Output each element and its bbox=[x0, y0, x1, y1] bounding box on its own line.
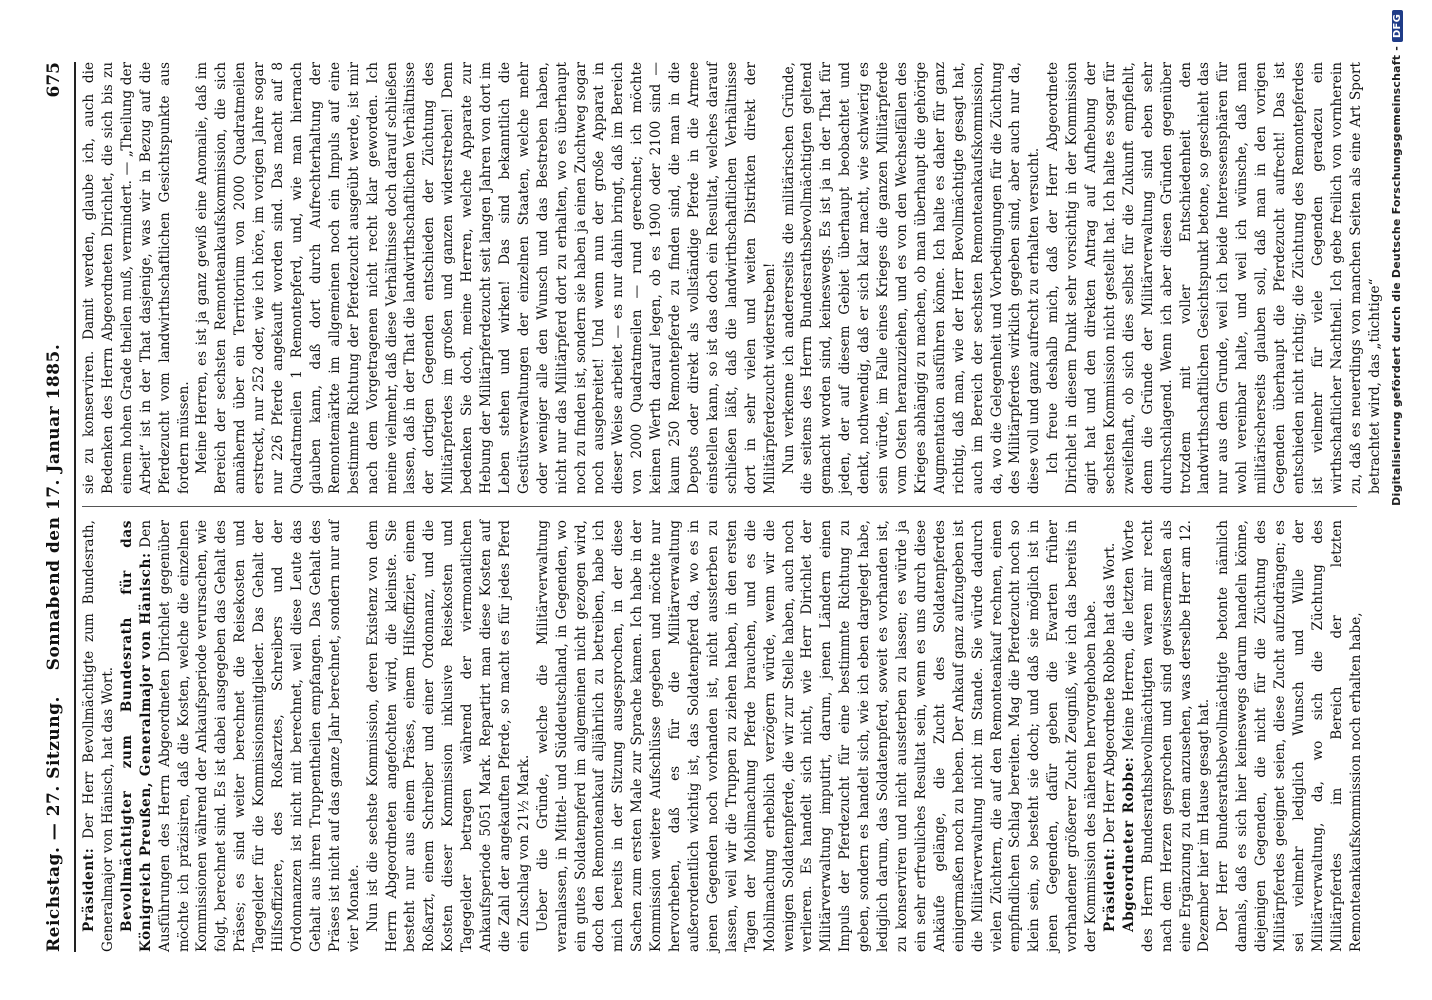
body-paragraph: Meine Herren, es ist ja ganz gewiß eine Anomalie, daß im Bereich der sechsten Remonteankaufskommission, die sich annähernd über ein Territorium von 2000 Quadratmeilen erstreckt, nur 252 oder, wie ich höre, im vorigen Jahre sogar nur 226 Pferde angekauft worden sind. Das macht auf 8 Quadratmeilen 1 Remontepferd, und, wie man hiernach glauben kann, daß dort durch Aufrechterhaltung der Remontemärkte im allgemeinen noch ein Impuls auf eine bestimmte Richtung der Pferdezucht ausgeübt werde, ist mir nach dem Vorgetragenen nicht recht klar geworden. Ich meine vielmehr, daß diese Verhältnisse doch darauf schließen lassen, daß in der That die landwirthschaftlichen Verhältnisse der dortigen Gegenden entschieden der Züchtung des Militärpferdes im großen und ganzen widerstreben! Denn bedenken Sie doch, meine Herren, welche Apparate zur Hebung der Militärpferdezucht seit langen Jahren von dort im Leben stehen und wirken! Das sind bekanntlich die Gestütsverwaltungen der einzelnen Staaten, welche mehr oder weniger alle den Wunsch und das Bestreben haben, nicht nur das Militärpferd dort zu erhalten, wo es überhaupt noch zu finden ist, sondern sie haben ja einen Zuchtweg sogar noch ausgebreitet! Und wenn nun der große Apparat in dieser Weise arbeitet — es nur dahin bringt, daß im Bereich von 2000 Quadratmeilen — rund gerechnet; ich möchte keinen Werth darauf legen, ob es 1900 oder 2100 sind — kaum 250 Remontepferde zu finden sind, die man in die Depots oder direkt als vollständige Pferde in die Armee einstellen kann, so ist das doch ein Resultat, welches darauf schließen läßt, daß die landwirthschaftlichen Verhältnisse dort in sehr vielen und weiten Distrikten direkt der Militärpferdezucht widerstreben! bbox=[194, 62, 778, 494]
speaker-name: Präsident: bbox=[1101, 847, 1118, 932]
page-number: 675 bbox=[44, 62, 64, 98]
body-paragraph: Nun ist die sechste Kommission, deren Existenz von dem Herrn Abgeordneten angefochten wird, die kleinste. Sie besteht nur aus einem Präses, einem Hilfsoffizier, einem Roßarzt, einem Schreiber und einer Ordonnanz, und die Kosten dieser Kommission inklusive Reisekosten und Tagegelder betragen während der viermonatlichen Ankaufsperiode 5051 Mark. Repartirt man diese Kosten auf die Zahl der angekauften Pferde, so macht es für jedes Pferd ein Zuschlag von 21½ Mark. bbox=[364, 520, 532, 952]
right-text-column bbox=[80, 62, 1383, 494]
body-paragraph: Nun verkenne ich andererseits die militärischen Gründe, die seitens des Herrn Bundesrathsbevollmächtigten geltend gemacht worden sind, keineswegs. Es ist ja in der That für jeden, der auf diesem Gebiet überhaupt beobachtet und denkt, nothwendig, daß er sich klar macht, wie schwierig es sein würde, im Falle eines Krieges die ganzen Militärpferde vom Osten heranzuziehen, und es von den Wechselfällen des Krieges abhängig zu machen, ob man überhaupt die gehörige Augmentation ausführen könne. Ich halte es daher für ganz richtig, daß man, wie der Herr Bevollmächtigte gesagt hat, auch im Bereich der sechsten Remonteankaufskommission, da, wo die Gelegenheit und Vorbedingungen für die Züchtung des Militärpferdes wirklich gegeben sind, aber auch nur da, diese voll und ganz aufrecht zu erhalten versucht. bbox=[780, 62, 1043, 494]
header-session-title: Reichstag. — 27. Sitzung. bbox=[44, 696, 64, 952]
speaker-name: Präsident: bbox=[81, 847, 97, 932]
dfg-logo: DFG bbox=[1392, 10, 1403, 42]
left-text-column bbox=[80, 520, 1364, 952]
header-rule bbox=[74, 62, 76, 952]
speech-text: Der Herr Abgeordnete Robbe hat das Wort. bbox=[1101, 542, 1118, 844]
digitization-credit-text: Digitalisierung gefördert durch die Deutsche Forschungsgemeinschaft - bbox=[1390, 45, 1403, 506]
speech-paragraph bbox=[1120, 520, 1215, 952]
page-header bbox=[44, 62, 70, 952]
column-divider bbox=[82, 506, 1357, 507]
speaker-name: Bevollmächtigter zum Bundesrath für das Königreich Preußen, Generalmajor von Hänisch: bbox=[118, 520, 154, 952]
body-paragraph: sie zu konserviren. Damit werden, glaube ich, auch die Bedenken des Herrn Abgeordneten Dirichlet, die sich bis zu einem hohen Grade theilen muß, vermindert. — „Theilung der Arbeit“ ist in der That dasjenige, was wir in Bezug auf die Pferdezucht vom landwirthschaftlichen Gesichtspunkte aus fordern müssen. bbox=[81, 62, 192, 494]
speech-text: Der Herr Bevollmächtigte zum Bundesrath, Generalmajor von Hänisch, hat das Wort. bbox=[81, 520, 116, 952]
speech-text: Den Ausführungen des Herrn Abgeordneten Dirichlet gegenüber möchte ich präzisiren, daß die Kosten, welche die einzelnen Kommissionen während der Ankaufsperiode verursachen, wie folgt, berechnet sind. Es ist dabei ausgegeben das Gehalt des Präses; es sind weiter berechnet die Reisekosten und Tagegelder für die Kommissionsmitglieder. Das Gehalt der Hilfsoffiziere, des Roßarztes, Schreibers und der Ordonnanzen ist nicht mit berechnet, weil diese Leute das Gehalt aus ihren Truppentheilen empfangen. Das Gehalt des Präses ist nicht auf das ganze Jahr berechnet, sondern nur auf vier Monate. bbox=[137, 520, 362, 952]
speaker-name: Abgeordneter Robbe: bbox=[1120, 756, 1137, 932]
speech-text: Meine Herren, die letzten Worte des Herrn Bundesrathsbevollmächtigten waren mir recht nach dem Herzen gesprochen und sind gewissermaßen als eine Ergänzung zu dem anzusehen, was derselbe Herr am 12. Dezember hier im Hause gesagt hat. bbox=[1120, 520, 1213, 952]
body-paragraph: Der Herr Bundesrathsbevollmächtigte betonte nämlich damals, daß es sich hier keineswegs darum handeln könne, diejenigen Gegenden, die nicht für die Züchtung des Militärpferdes geeignet seien, diese Zucht aufzudrängen; es sei vielmehr lediglich Wunsch und Wille der Militärverwaltung, da, wo sich die Züchtung des Militärpferdes im Bereich der letzten Remonteankaufskommission noch erhalten habe, bbox=[1215, 520, 1364, 952]
digitization-credit bbox=[1390, 10, 1414, 990]
speech-paragraph bbox=[80, 520, 118, 952]
speech-paragraph bbox=[118, 520, 364, 952]
body-paragraph: Ueber die Gründe, welche die Militärverwaltung veranlassen, in Mittel- und Süddeutschland, in Gegenden, wo ein gutes Soldatenpferd im allgemeinen nicht gezogen wird, doch den Remonteankauf alljährlich zu betreiben, habe ich mich bereits in der Sitzung ausgesprochen, in der diese Sachen zum ersten Male zur Sprache kamen. Ich habe in der Kommission weitere Aufschlüsse gegeben und möchte nur hervorheben, daß es für die Militärverwaltung außerordentlich wichtig ist, das Soldatenpferd da, wo es in jenen Gegenden noch vorhanden ist, nicht aussterben zu lassen, weil wir die Truppen zu ziehen haben, in den ersten Tagen der Mobilmachung Pferde brauchen, und es die Mobilmachung erheblich verzögern würde, wenn wir die wenigen Soldatenpferde, die wir zur Stelle haben, auch noch verlieren. Es handelt sich nicht, wie Herr Dirichlet der Militärverwaltung imputirt, darum, jenen Ländern einen Impuls der Pferdezucht für eine bestimmte Richtung zu geben, sondern es handelt sich, wie ich eben dargelegt habe, lediglich darum, das Soldatenpferd, soweit es vorhanden ist, zu konserviren und nicht aussterben zu lassen; es würde ja ein sehr erfreuliches Resultat sein, wenn es uns durch diese Ankäufe gelänge, die Zucht des Soldatenpferdes einigermaßen noch zu heben. Der Ankauf ganz aufzugeben ist die Militärverwaltung nicht im Stande. Sie würde dadurch vielen Züchtern, die auf den Remonteankauf rechnen, einen empfindlichen Schlag bereiten. Mag die Pferdezucht noch so klein sein, so besteht sie doch; und daß sie möglich ist in jenen Gegenden, dafür geben die Ewarten früher vorhandener größerer Zucht Zeugniß, wie ich das bereits in der Kommission des näheren hervorgehoben habe. bbox=[534, 520, 1100, 952]
speech-paragraph bbox=[1101, 520, 1120, 952]
body-paragraph: Ich freue deshalb mich, daß der Herr Abgeordnete Dirichlet in diesem Punkt sehr vorsichtig in der Kommission agirt hat und den direkten Antrag auf Aufhebung der sechsten Kommission nicht gestellt hat. Ich halte es sogar für zweifelhaft, ob sich dies selbst für die Zukunft empfiehlt, denn die Gründe der Militärverwaltung sind eben sehr durchschlagend. Wenn ich aber diesen Gründen gegenüber trotzdem mit voller Entschiedenheit den landwirthschaftlichen Gesichtspunkt betone, so geschieht das nur aus dem Grunde, weil ich beide Interessensphären für wohl vereinbar halte, und weil ich wünsche, daß man militärischerseits glauben soll, daß man in den vorigen Gegenden überhaupt die Pferdezucht aufrecht! Das ist entschieden nicht richtig; die Züchtung des Remontepferdes ist vielmehr für viele Gegenden geradezu ein wirthschaftlicher Nachtheil. Ich gebe freilich von vornherein zu, daß es neuerdings von manchen Seiten als eine Art Sport betrachtet wird, das „tüchtige“ bbox=[1045, 62, 1383, 494]
header-date: Sonnabend den 17. Januar 1885. bbox=[44, 343, 64, 671]
